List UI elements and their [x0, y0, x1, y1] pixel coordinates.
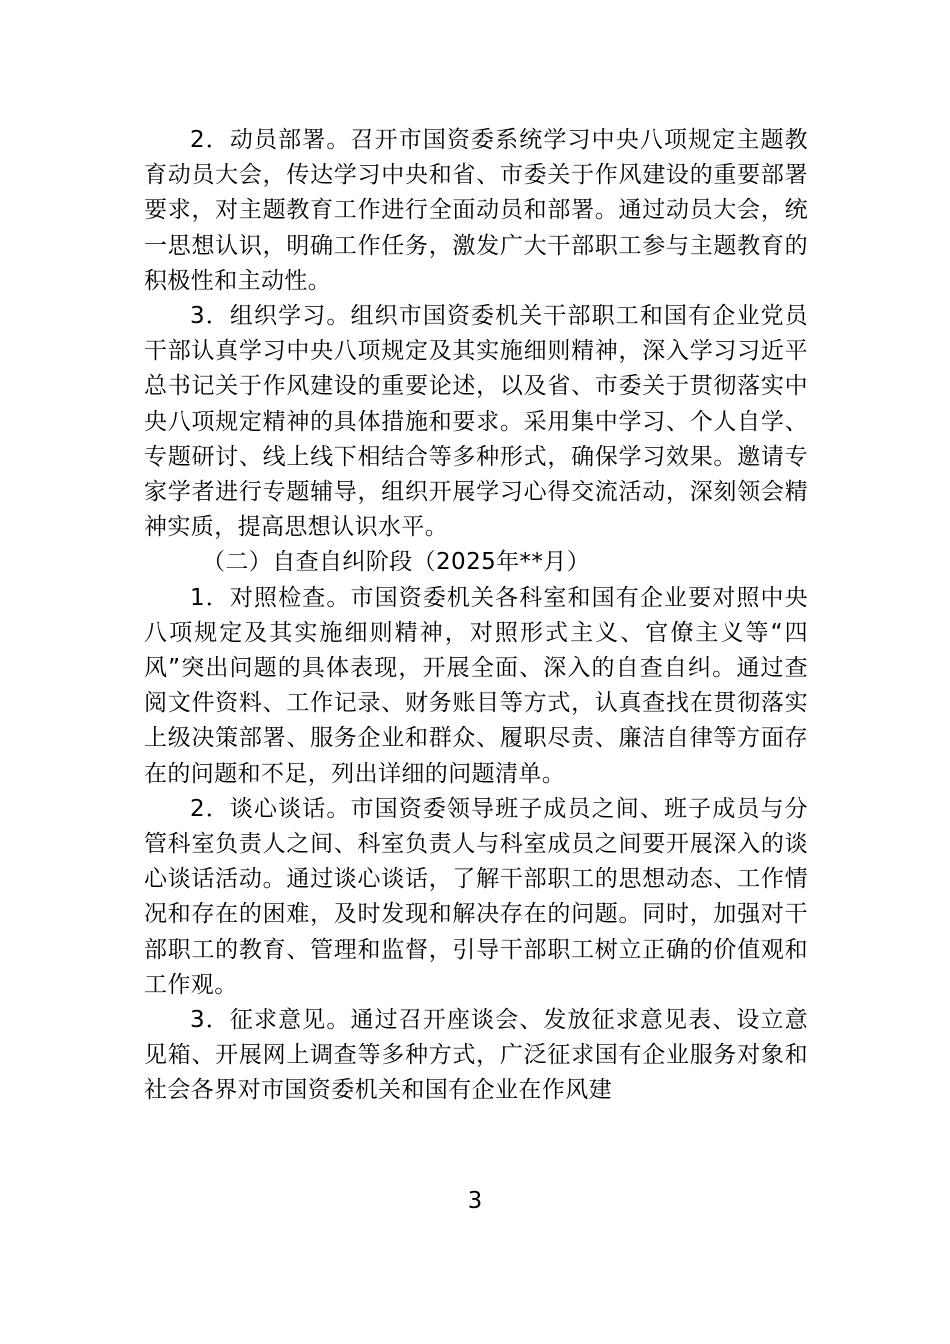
- document-body: [144, 123, 808, 1109]
- paragraph-self-inspection: 1．对照检查。市国资委机关各科室和国有企业要对照中央八项规定及其实施细则精神，对照形式主义、官僚主义等“四风”突出问题的具体表现，开展全面、深入的自查自纠。通过查阅文件资料、工作记录、财务账目等方式，认真查找在贯彻落实上级决策部署、服务企业和群众、履职尽责、廉洁自律等方面存在的问题和不足，列出详细的问题清单。: [144, 584, 808, 787]
- paragraph-mobilization: 2．动员部署。召开市国资委系统学习中央八项规定主题教育动员大会，传达学习中央和省、市委关于作风建设的重要部署要求，对主题教育工作进行全面动员和部署。通过动员大会，统一思想认识，明确工作任务，激发广大干部职工参与主题教育的积极性和主动性。: [144, 127, 808, 294]
- page-number: 3: [467, 1188, 483, 1214]
- paragraph-organize-study: 3．组织学习。组织市国资委机关干部职工和国有企业党员干部认真学习中央八项规定及其实施细则精神，深入学习习近平总书记关于作风建设的重要论述，以及省、市委关于贯彻落实中央八项规定精神的具体措施和要求。采用集中学习、个人自学、专题研讨、线上线下相结合等多种形式，确保学习效果。邀请专家学者进行专题辅导，组织开展学习心得交流活动，深刻领会精神实质，提高思想认识水平。: [144, 303, 808, 541]
- paragraph-heart-to-heart-talks: 2．谈心谈话。市国资委领导班子成员之间、班子成员与分管科室负责人之间、科室负责人与科室成员之间要开展深入的谈心谈话活动。通过谈心谈话，了解干部职工的思想动态、工作情况和存在的困难，及时发现和解决存在的问题。同时，加强对干部职工的教育、管理和监督，引导干部职工树立正确的价值观和工作观。: [144, 795, 808, 998]
- section-heading-self-check: （二）自查自纠阶段（2025年**月）: [202, 549, 591, 576]
- paragraph-solicit-opinions: 3．征求意见。通过召开座谈会、发放征求意见表、设立意见箱、开展网上调查等多种方式，广泛征求国有企业服务对象和社会各界对市国资委机关和国有企业在作风建: [144, 1007, 808, 1104]
